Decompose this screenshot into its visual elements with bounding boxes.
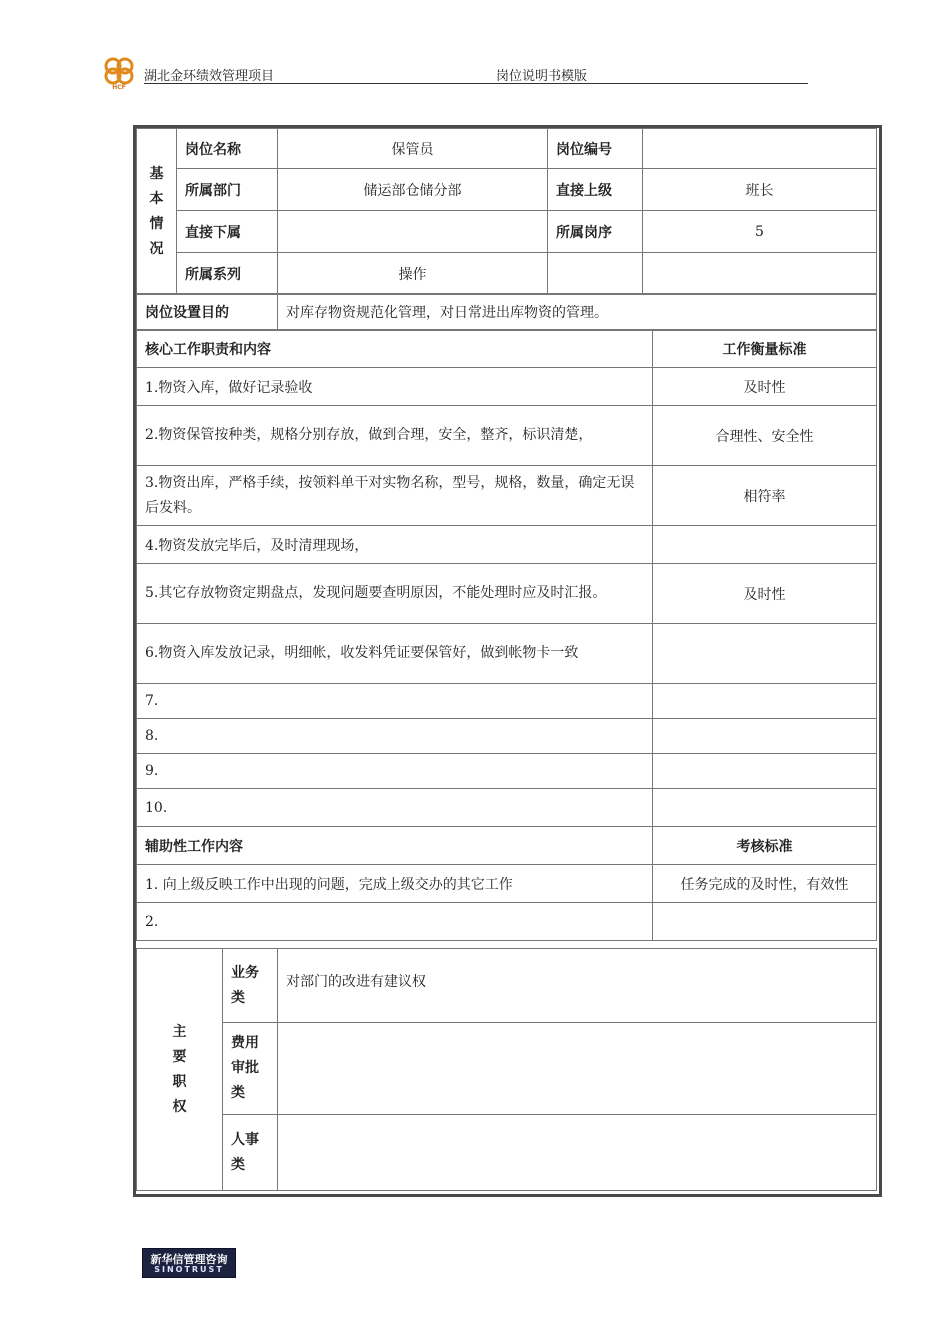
core-row-standard: 及时性 [653, 564, 877, 624]
aux-row-standard: 任务完成的及时性，有效性 [653, 865, 877, 903]
position-code-value [643, 129, 877, 169]
project-name: 湖北金环绩效管理项目 [144, 69, 275, 84]
series-extra-cell-2 [643, 253, 877, 295]
authority-content [278, 1023, 877, 1115]
basic-info-table [136, 128, 877, 295]
department-label: 所属部门 [177, 169, 278, 211]
core-row-content: 5.其它存放物资定期盘点，发现问题要查明原因，不能处理时应及时汇报。 [137, 564, 653, 624]
core-duties-table [136, 330, 877, 941]
subordinate-value [278, 211, 548, 253]
header-rule [144, 83, 808, 84]
position-name-label: 岗位名称 [177, 129, 278, 169]
authority-category: 人事类 [223, 1115, 278, 1191]
core-row-standard: 相符率 [653, 466, 877, 526]
core-row-content: 2.物资保管按种类，规格分别存放，做到合理，安全，整齐，标识清楚， [137, 406, 653, 466]
sequence-value: 5 [643, 211, 877, 253]
logo-en-text: SINOTRUST [154, 1265, 224, 1274]
logo-cn-text: 新华信管理咨询 [150, 1253, 228, 1266]
series-value: 操作 [278, 253, 548, 295]
position-code-label: 岗位编号 [548, 129, 643, 169]
aux-row-content: 2. [137, 903, 653, 941]
logo-text: HCF [112, 84, 126, 90]
subordinate-label: 直接下属 [177, 211, 278, 253]
core-row-content: 10. [137, 789, 653, 827]
aux-header-left: 辅助性工作内容 [137, 827, 653, 865]
core-row-content: 7. [137, 684, 653, 719]
purpose-text: 对库存物资规范化管理，对日常进出库物资的管理。 [278, 294, 877, 330]
aux-row-content: 1. 向上级反映工作中出现的问题，完成上级交办的其它工作 [137, 865, 653, 903]
purpose-label: 岗位设置目的 [137, 294, 278, 330]
basic-section-label: 基本情况 [137, 129, 177, 295]
core-row-standard: 及时性 [653, 368, 877, 406]
core-row-content: 3.物资出库，严格手续，按领料单干对实物名称，型号，规格，数量，确定无误后发料。 [137, 466, 653, 526]
core-header-left: 核心工作职责和内容 [137, 331, 653, 368]
sinotrust-logo [142, 1248, 236, 1278]
core-row-content: 8. [137, 719, 653, 754]
core-row-standard [653, 789, 877, 827]
series-extra-cell [548, 253, 643, 295]
document-title: 岗位说明书模版 [496, 69, 588, 84]
aux-header-right: 考核标准 [653, 827, 877, 865]
authority-section-label: 主要职权 [137, 949, 223, 1191]
sequence-label: 所属岗序 [548, 211, 643, 253]
department-value: 储运部仓储分部 [278, 169, 548, 211]
core-row-standard [653, 526, 877, 564]
core-header-right: 工作衡量标准 [653, 331, 877, 368]
core-row-standard: 合理性、安全性 [653, 406, 877, 466]
superior-label: 直接上级 [548, 169, 643, 211]
authority-category: 费用审批类 [223, 1023, 278, 1115]
core-row-standard [653, 684, 877, 719]
core-row-standard [653, 624, 877, 684]
superior-value: 班长 [643, 169, 877, 211]
authority-table [136, 948, 877, 1191]
authority-content [278, 1115, 877, 1191]
aux-row-standard [653, 903, 877, 941]
page-header [100, 52, 808, 90]
authority-content: 对部门的改进有建议权 [278, 949, 877, 1023]
core-row-standard [653, 719, 877, 754]
core-row-content: 6.物资入库发放记录，明细帐，收发料凭证要保管好，做到帐物卡一致 [137, 624, 653, 684]
position-name-value: 保管员 [278, 129, 548, 169]
purpose-table [136, 293, 877, 330]
series-label: 所属系列 [177, 253, 278, 295]
core-row-content: 4.物资发放完毕后，及时清理现场， [137, 526, 653, 564]
core-row-content: 9. [137, 754, 653, 789]
hcf-logo-icon [100, 56, 138, 90]
core-row-content: 1.物资入库，做好记录验收 [137, 368, 653, 406]
authority-category: 业务类 [223, 949, 278, 1023]
core-row-standard [653, 754, 877, 789]
